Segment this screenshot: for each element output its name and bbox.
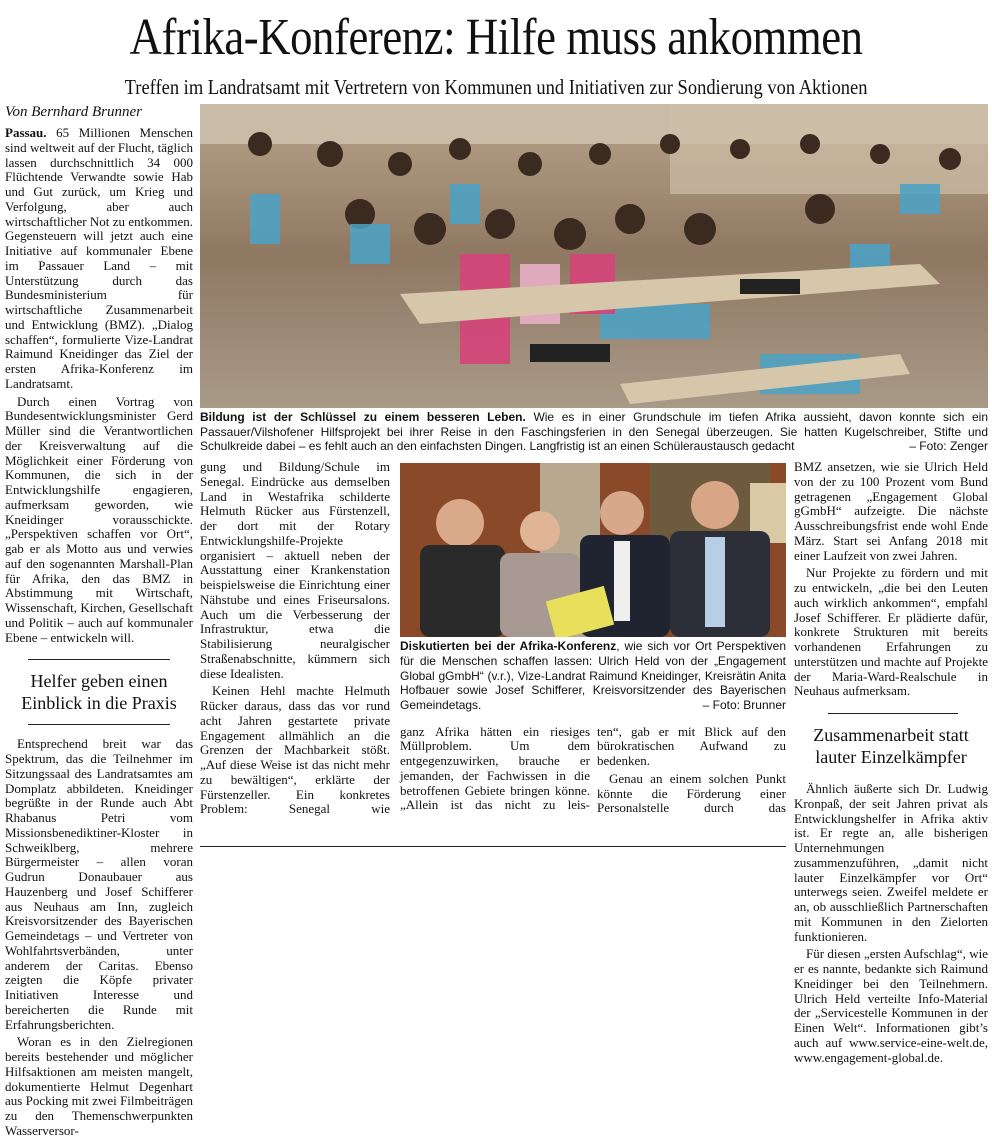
headline-text: Afrika-Konferenz: Hilfe muss ankommen [129, 9, 863, 66]
subheading-zusammenarbeit: Zusammenarbeit statt lauter Einzelkämpfer [813, 725, 969, 768]
subheadline-text: Treffen im Landratsamt mit Vertretern von Kommunen und Initiativen zur Sondierung von Aktionen [124, 75, 868, 99]
classroom-image [200, 104, 988, 408]
photo-caption-1 [200, 410, 988, 454]
subheading-helfer: Helfer geben einen Einblick in die Praxis [21, 671, 177, 714]
middle-text-columns [400, 725, 786, 817]
divider [200, 846, 786, 847]
paragraph: Keinen Hehl machte Helmuth Rücker daraus, dass das vor rund acht Jahren gestartete private Engagement allmählich an die Grenzen der Machbarkeit stößt. „Auf diese Weise ist das nicht mehr zu bewältigen“, erklärte der Fürstenzeller. Ein konkretes Problem: Senegal wie [200, 683, 390, 817]
photo-caption-2 [400, 639, 786, 713]
photo-credit: – Foto: Zenger [909, 439, 988, 454]
caption-bold: Diskutierten bei der Afrika-Konferenz [400, 639, 617, 654]
divider [28, 659, 170, 660]
article-column-4-continued [794, 782, 988, 1065]
paragraph: Ähnlich äußerte sich Dr. Ludwig Kronpaß, der seit Jahren privat als Entwicklungshelfer in Afrika aktiv ist. Er regte an, alle bisherigen Unternehmungen zusammenzuführen, „damit nicht lauter Einzelkämpfer vor Ort“ unterwegs seien. Zweifel meldete er an, ob ausschließlich Partnerschaften mit Kommunen in den Zielorten funktionieren. [794, 781, 988, 944]
article-column-3b [597, 725, 786, 817]
column-1-text-top [5, 126, 193, 645]
byline: Von Bernhard Brunner [5, 104, 142, 120]
photo-conference-participants [400, 463, 786, 637]
dateline: Passau. [5, 125, 47, 140]
article-column-3a [400, 725, 590, 814]
middle-block [400, 460, 786, 847]
participants-image [400, 463, 786, 637]
paragraph: Nur Projekte zu fördern und mit zu entwickeln, „die bei den Leuten auch wirklich ankommen“, empfahl Josef Schifferer. Er plädierte dafür, konkrete Strukturen mit bereits vorhandenen Erfahrungen zu unterstützen und machte auf Projekte der Maria-Ward-Realschule in Neuhaus aufmerksam. [794, 565, 988, 699]
subheadline [0, 74, 992, 100]
lower-columns [200, 460, 988, 1065]
paragraph: Genau an einem solchen Punkt könnte die Förderung einer Personalstelle durch das [597, 770, 786, 816]
paragraph: ganz Afrika hätten ein riesiges Müllproblem. Um dem entgegenzuwirken, brauche er jemanden, der Fachwissen in die betroffenen Gebiete bringen könne. „Allein ist das nicht zu leis- [400, 723, 590, 813]
paragraph: ten“, gab er mit Blick auf den bürokratischen Aufwand zu bedenken. [597, 723, 786, 769]
paragraph: Durch einen Vortrag von Bundesentwicklungsminister Gerd Müller sind die Verantwortlichen der Kreisverwaltung auf die Möglichkeit einer Förderung von Kommunen, die sich in der Entwicklungshilfe engagieren, aufmerksam geworden, wie Kneidinger vorausschickte. „Perspektiven schaffen vor Ort“, gab er als Motto aus und verwies auf den sogenannten Marshall-Plan für Afrika, den das BMZ in Abstimmung mit Wirtschaft, Wissenschaft, Kirchen, Gesellschaft und Politik – auch auf kommunaler Ebene – entwickeln will. [5, 393, 193, 645]
divider [828, 713, 958, 714]
paragraph: BMZ ansetzen, wie sie Ulrich Held von der zu 100 Prozent vom Bund getragenen „Engagement Global gGmbH“ aufzeigte. Die nächste Ausschreibungsfrist ende wohl Ende März. Start sei Anfang 2018 mit einer Laufzeit von zwei Jahren. [794, 459, 988, 563]
caption-text: Wie es in einer Grundschule im tiefen Afrika aussieht, davon konnte sich ein Passauer/Vilshofener Hilfsprojekt bei ihrer Reise in den Faschingsferien in den Senegal überzeugen. Sie hatten Kugelschreiber, Stifte und Schulkreide dabei – es fehlt auch an den einfachsten Dingen. Langfristig ist an einen Schüleraustausch gedacht [200, 410, 988, 454]
caption-text: , wie sich vor Ort Perspektiven für die Menschen schaffen lassen: Ulrich Held von der „Engagement Global gGmbH“ (v.r.), Vize-Landrat Raimund Kneidinger, Kreisrätin Anita Hofbauer sowie Josef Schifferer, Kreisvorsitzender des Bayerischen Gemeindetags. [400, 639, 786, 712]
caption-bold: Bildung ist der Schlüssel zu einem besseren Leben. [200, 410, 526, 424]
article-column-2 [200, 460, 390, 817]
paragraph: Entsprechend breit war das Spektrum, das die Teilnehmer im Sitzungssaal des Landratsamtes am Domplatz abbildeten. Kneidinger begrüßte in der Runde auch Abt Rhabanus Petri vom Missionsbenediktiner-Kloster in Schweiklberg, mehrere Bürgermeister – allen voran Gudrun Donaubauer aus Hauzenberg und Josef Schifferer aus Neuhaus am Inn, zugleich Kreisvorsitzender des Bayerischen Gemeindetags – und Vertreter von Wohlfahrtsverbänden, unter anderem der Caritas. Ebenso zeigten die Köpfe privater Initiativen Interesse und bereicherten die Runde mit Erfahrungsberichten. [5, 736, 193, 1032]
headline [0, 8, 992, 68]
photo-classroom-senegal [200, 104, 988, 408]
paragraph-text: 65 Millionen Menschen sind weltweit auf der Flucht, täglich lassen durchschnittlich 34 000 Flüchtende Verwandte sowie Hab und Gut zurück, um Krieg und Verfolgung, aber auch wirtschaftlicher Not zu entkommen. Gegensteuern will jetzt auch eine Initiative auf kommunaler Ebene im Passauer Land – mit Unterstützung durch das Bundesministerium für wirtschaftliche Zusammenarbeit und Entwicklung (BMZ). „Dialog schaffen“, formulierte Vize-Landrat Raimund Kneidinger das Ziel der ersten Afrika-Konferenz im Landratsamt. [5, 125, 193, 391]
paragraph [5, 126, 193, 392]
paragraph: Woran es in den Zielregionen bereits bestehender und möglicher Hilfsaktionen am meisten mangelt, dokumentierte Helmut Degenhart aus Pocking mit zwei Filmbeiträgen zu den Themenschwerpunkten Wasserversor- [5, 1034, 193, 1138]
right-area [200, 104, 988, 1065]
column-4-text-top [794, 460, 988, 699]
article-column-4 [794, 460, 988, 1065]
article-column-1 [5, 126, 193, 1139]
divider [28, 724, 170, 725]
photo-credit: – Foto: Brunner [702, 697, 786, 712]
paragraph: Für diesen „ersten Aufschlag“, wie er es nannte, bedankte sich Raimund Kneidinger bei den Teilnehmern. Ulrich Held verteilte Info-Material der „Servicestelle Kommunen in der Einen Welt“. Informationen gibt’s auch auf www.service-eine-welt.de, www.engagement-global.de. [794, 946, 988, 1065]
article-column-1-continued [5, 737, 193, 1138]
paragraph: gung und Bildung/Schule im Senegal. Eindrücke aus demselben Land in Westafrika schilderte Helmuth Rücker aus Fürstenzell, der dort mit der Rotary Entwicklungshilfe-Projekte organisiert – aktuell neben der Ausstattung einer Krankenstation beispielsweise die Einrichtung einer Nähstube und eines Friseursalons. Auch um die Verbesserung der Infrastruktur, etwa die Stabilisierung neuralgischer Straßenabschnitte, kümmern sich diese Idealisten. [200, 459, 390, 681]
